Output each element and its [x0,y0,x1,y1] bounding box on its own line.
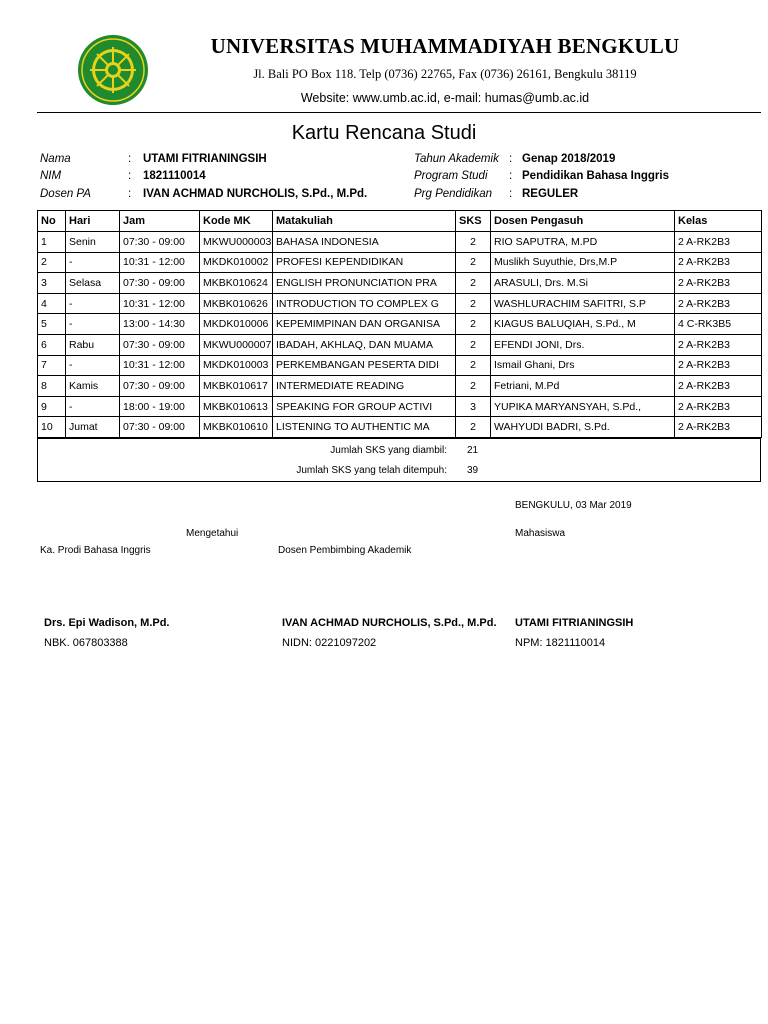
info-value: REGULER [522,188,579,200]
university-logo [76,33,150,107]
cell-dosen: Fetriani, M.Pd [491,376,675,397]
course-table [37,210,762,438]
sks-diambil-value: 21 [467,445,479,456]
cell-no: 7 [38,355,66,376]
cell-kode: MKDK010002 [200,252,273,273]
cell-matakuliah: BAHASA INDONESIA [273,232,456,253]
student-signature-name: UTAMI FITRIANINGSIH [515,617,634,629]
cell-sks: 2 [456,417,491,438]
cell-no: 10 [38,417,66,438]
col-header-kode: Kode MK [200,211,273,232]
table-row [38,232,762,253]
cell-kelas: 2 A-RK2B3 [675,417,762,438]
info-colon: : [128,170,132,182]
table-row [38,252,762,273]
kaprodi-name: Drs. Epi Wadison, M.Pd. [44,617,170,629]
cell-jam: 07:30 - 09:00 [120,376,200,397]
table-row [38,273,762,294]
col-header-jam: Jam [120,211,200,232]
col-header-kelas: Kelas [675,211,762,232]
sks-ditempuh-value: 39 [467,465,479,476]
cell-sks: 2 [456,252,491,273]
cell-no: 8 [38,376,66,397]
cell-jam: 10:31 - 12:00 [120,355,200,376]
info-label: Nama [40,153,71,165]
cell-hari: Senin [66,232,120,253]
university-website: Website: www.umb.ac.id, e-mail: humas@umb.ac.id [300,91,590,105]
table-row [38,376,762,397]
cell-hari: Kamis [66,376,120,397]
info-label: Prg Pendidikan [414,188,492,200]
cell-jam: 10:31 - 12:00 [120,252,200,273]
cell-hari: - [66,314,120,335]
cell-hari: - [66,355,120,376]
university-address: Jl. Bali PO Box 118. Telp (0736) 22765, Fax (0736) 26161, Bengkulu 38119 [253,67,637,81]
pembimbing-id: NIDN: 0221097202 [282,637,377,649]
cell-jam: 18:00 - 19:00 [120,396,200,417]
pembimbing-name: IVAN ACHMAD NURCHOLIS, S.Pd., M.Pd. [282,617,497,629]
cell-no: 6 [38,334,66,355]
table-row [38,355,762,376]
cell-hari: Rabu [66,334,120,355]
sks-summary [37,438,761,482]
cell-no: 5 [38,314,66,335]
info-colon: : [509,188,513,200]
info-value: Genap 2018/2019 [522,153,616,165]
cell-dosen: WASHLURACHIM SAFITRI, S.P [491,293,675,314]
document-title: Kartu Rencana Studi [291,122,477,144]
cell-sks: 2 [456,273,491,294]
sks-ditempuh-label: Jumlah SKS yang telah ditempuh: [296,465,447,476]
header-divider [37,112,761,113]
cell-matakuliah: INTERMEDIATE READING [273,376,456,397]
cell-kelas: 2 A-RK2B3 [675,252,762,273]
cell-kode: MKBK010613 [200,396,273,417]
cell-no: 1 [38,232,66,253]
cell-matakuliah: ENGLISH PRONUNCIATION PRA [273,273,456,294]
mahasiswa-label: Mahasiswa [515,528,566,539]
info-label: Tahun Akademik [414,153,499,165]
pembimbing-role: Dosen Pembimbing Akademik [278,545,412,556]
cell-jam: 07:30 - 09:00 [120,417,200,438]
info-value: Pendidikan Bahasa Inggris [522,170,669,182]
cell-kelas: 4 C-RK3B5 [675,314,762,335]
cell-kelas: 2 A-RK2B3 [675,273,762,294]
info-colon: : [509,153,513,165]
cell-no: 3 [38,273,66,294]
cell-kelas: 2 A-RK2B3 [675,293,762,314]
table-row [38,417,762,438]
course-table-body [38,232,762,438]
cell-jam: 13:00 - 14:30 [120,314,200,335]
university-name: UNIVERSITAS MUHAMMADIYAH BENGKULU [210,34,680,58]
cell-dosen: EFENDI JONI, Drs. [491,334,675,355]
cell-kelas: 2 A-RK2B3 [675,355,762,376]
cell-sks: 2 [456,376,491,397]
table-header-row [38,211,762,232]
cell-jam: 10:31 - 12:00 [120,293,200,314]
sks-diambil-label: Jumlah SKS yang diambil: [330,445,447,456]
cell-kelas: 2 A-RK2B3 [675,376,762,397]
cell-sks: 2 [456,314,491,335]
cell-dosen: ARASULI, Drs. M.Si [491,273,675,294]
cell-matakuliah: SPEAKING FOR GROUP ACTIVI [273,396,456,417]
cell-sks: 3 [456,396,491,417]
cell-kode: MKDK010006 [200,314,273,335]
cell-jam: 07:30 - 09:00 [120,334,200,355]
info-colon: : [128,188,132,200]
cell-kode: MKBK010610 [200,417,273,438]
table-row [38,396,762,417]
cell-kelas: 2 A-RK2B3 [675,396,762,417]
col-header-sks: SKS [456,211,491,232]
cell-hari: - [66,252,120,273]
cell-hari: - [66,293,120,314]
table-row [38,314,762,335]
cell-dosen: WAHYUDI BADRI, S.Pd. [491,417,675,438]
col-header-hari: Hari [66,211,120,232]
cell-hari: - [66,396,120,417]
cell-sks: 2 [456,334,491,355]
cell-no: 2 [38,252,66,273]
cell-hari: Selasa [66,273,120,294]
cell-dosen: Ismail Ghani, Drs [491,355,675,376]
kaprodi-role: Ka. Prodi Bahasa Inggris [40,545,151,556]
kaprodi-id: NBK. 067803388 [44,637,128,649]
cell-dosen: RIO SAPUTRA, M.PD [491,232,675,253]
cell-no: 9 [38,396,66,417]
cell-matakuliah: INTRODUCTION TO COMPLEX G [273,293,456,314]
cell-dosen: YUPIKA MARYANSYAH, S.Pd., [491,396,675,417]
info-value: IVAN ACHMAD NURCHOLIS, S.Pd., M.Pd. [143,188,368,200]
cell-sks: 2 [456,355,491,376]
cell-sks: 2 [456,232,491,253]
cell-matakuliah: LISTENING TO AUTHENTIC MA [273,417,456,438]
cell-matakuliah: IBADAH, AKHLAQ, DAN MUAMA [273,334,456,355]
cell-jam: 07:30 - 09:00 [120,273,200,294]
cell-hari: Jumat [66,417,120,438]
cell-dosen: Muslikh Suyuthie, Drs,M.P [491,252,675,273]
cell-kelas: 2 A-RK2B3 [675,334,762,355]
info-label: Program Studi [414,170,488,182]
cell-dosen: KIAGUS BALUQIAH, S.Pd., M [491,314,675,335]
info-colon: : [128,153,132,165]
cell-sks: 2 [456,293,491,314]
cell-kode: MKBK010617 [200,376,273,397]
info-label: NIM [40,170,62,182]
table-row [38,293,762,314]
cell-matakuliah: PROFESI KEPENDIDIKAN [273,252,456,273]
info-colon: : [509,170,513,182]
cell-kode: MKDK010003 [200,355,273,376]
cell-matakuliah: KEPEMIMPINAN DAN ORGANISA [273,314,456,335]
cell-kelas: 2 A-RK2B3 [675,232,762,253]
cell-kode: MKWU000003 [200,232,273,253]
cell-kode: MKBK010626 [200,293,273,314]
info-value: UTAMI FITRIANINGSIH [143,153,267,165]
col-header-matakuliah: Matakuliah [273,211,456,232]
cell-kode: MKWU000007 [200,334,273,355]
cell-jam: 07:30 - 09:00 [120,232,200,253]
info-label: Dosen PA [40,188,91,200]
cell-matakuliah: PERKEMBANGAN PESERTA DIDI [273,355,456,376]
cell-kode: MKBK010624 [200,273,273,294]
table-row [38,334,762,355]
mengetahui-label: Mengetahui [186,528,239,539]
place-date: BENGKULU, 03 Mar 2019 [515,500,632,511]
student-id: NPM: 1821110014 [515,637,606,649]
col-header-dosen: Dosen Pengasuh [491,211,675,232]
col-header-no: No [38,211,66,232]
info-value: 1821110014 [143,170,206,182]
cell-no: 4 [38,293,66,314]
